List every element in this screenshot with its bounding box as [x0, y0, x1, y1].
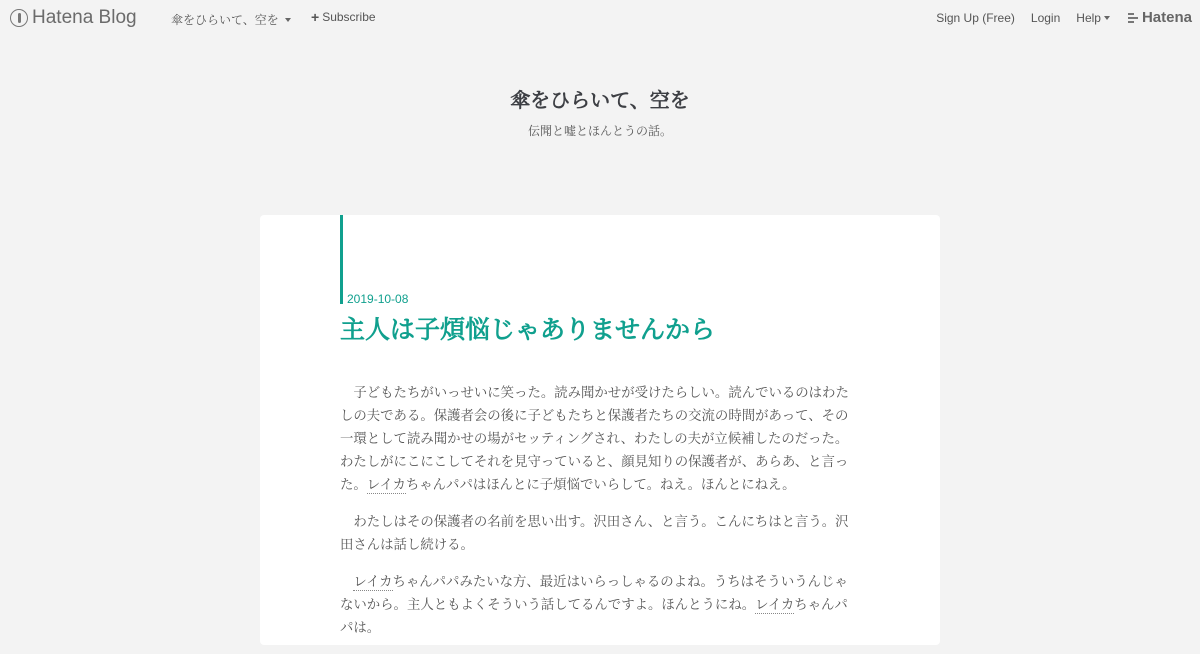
hatena-blog-icon — [10, 9, 28, 27]
keyword-link[interactable]: レイカ — [755, 598, 795, 613]
help-label: Help — [1076, 10, 1101, 25]
hatena-blog-logo[interactable] — [10, 7, 137, 29]
keyword-link[interactable]: レイカ — [353, 575, 393, 590]
entry-card — [260, 215, 940, 645]
help-menu[interactable] — [1076, 11, 1110, 25]
subscribe-label: Subscribe — [322, 10, 376, 24]
entry-date[interactable]: 2019-10-08 — [347, 292, 409, 306]
entry-accent-bar — [340, 215, 343, 304]
login-link[interactable]: Login — [1030, 10, 1061, 25]
blog-title[interactable]: 傘をひらいて、空を — [510, 88, 690, 112]
paragraph-text: ちゃんパパは。 — [340, 598, 848, 636]
global-header — [0, 0, 1200, 36]
keyword-link[interactable]: レイカ — [366, 478, 406, 493]
paragraph-text: ちゃんパパはほんとに子煩悩でいらして。ねえ。ほんとにねえ。 — [405, 478, 796, 493]
plus-icon: + — [311, 9, 320, 25]
account-nav — [920, 9, 1192, 26]
chevron-down-icon — [1104, 16, 1110, 20]
blog-header — [0, 86, 1200, 139]
chevron-down-icon — [285, 18, 291, 22]
hatena-label: Hatena — [1141, 9, 1192, 26]
brand-label: Hatena Blog — [32, 7, 137, 28]
hatena-logo[interactable] — [1128, 9, 1192, 26]
signup-link[interactable]: Sign Up (Free) — [936, 10, 1015, 25]
hatena-lines-icon — [1128, 13, 1138, 23]
entry-paragraph: わたしはその保護者の名前を思い出す。沢田さん、と言う。こんにちはと言う。沢田さんは話し続ける。 — [340, 515, 849, 553]
paragraph-text: ちゃんパパみたいな方、最近はいらっしゃるのよね。うちはそういうんじゃないから。主人ともよくそういう話してるんですよ。ほんとうにね。 — [340, 575, 848, 613]
blog-dropdown-menu[interactable] — [171, 11, 291, 28]
subscribe-button[interactable] — [311, 10, 376, 24]
entry-paragraph — [340, 382, 860, 497]
entry-content — [340, 382, 860, 654]
blog-description: 伝聞と嘘とほんとうの話。 — [527, 124, 672, 138]
entry-title[interactable]: 主人は子煩悩じゃありませんから — [340, 315, 716, 344]
paragraph-text: 子どもたちがいっせいに笑った。読み聞かせが受けたらしい。読んでいるのはわたしの夫である。保護者会の後に子どもたちと保護者たちの交流の時間があって、その一環として読み聞かせの場がセッティングされ、わたしの夫が立候補したのだった。わたしがにこにこしてそれを見守っていると、顔見知りの保護者が、あらあ、と言った。 — [340, 386, 849, 493]
blog-menu-label: 傘をひらいて、空を — [171, 13, 279, 27]
